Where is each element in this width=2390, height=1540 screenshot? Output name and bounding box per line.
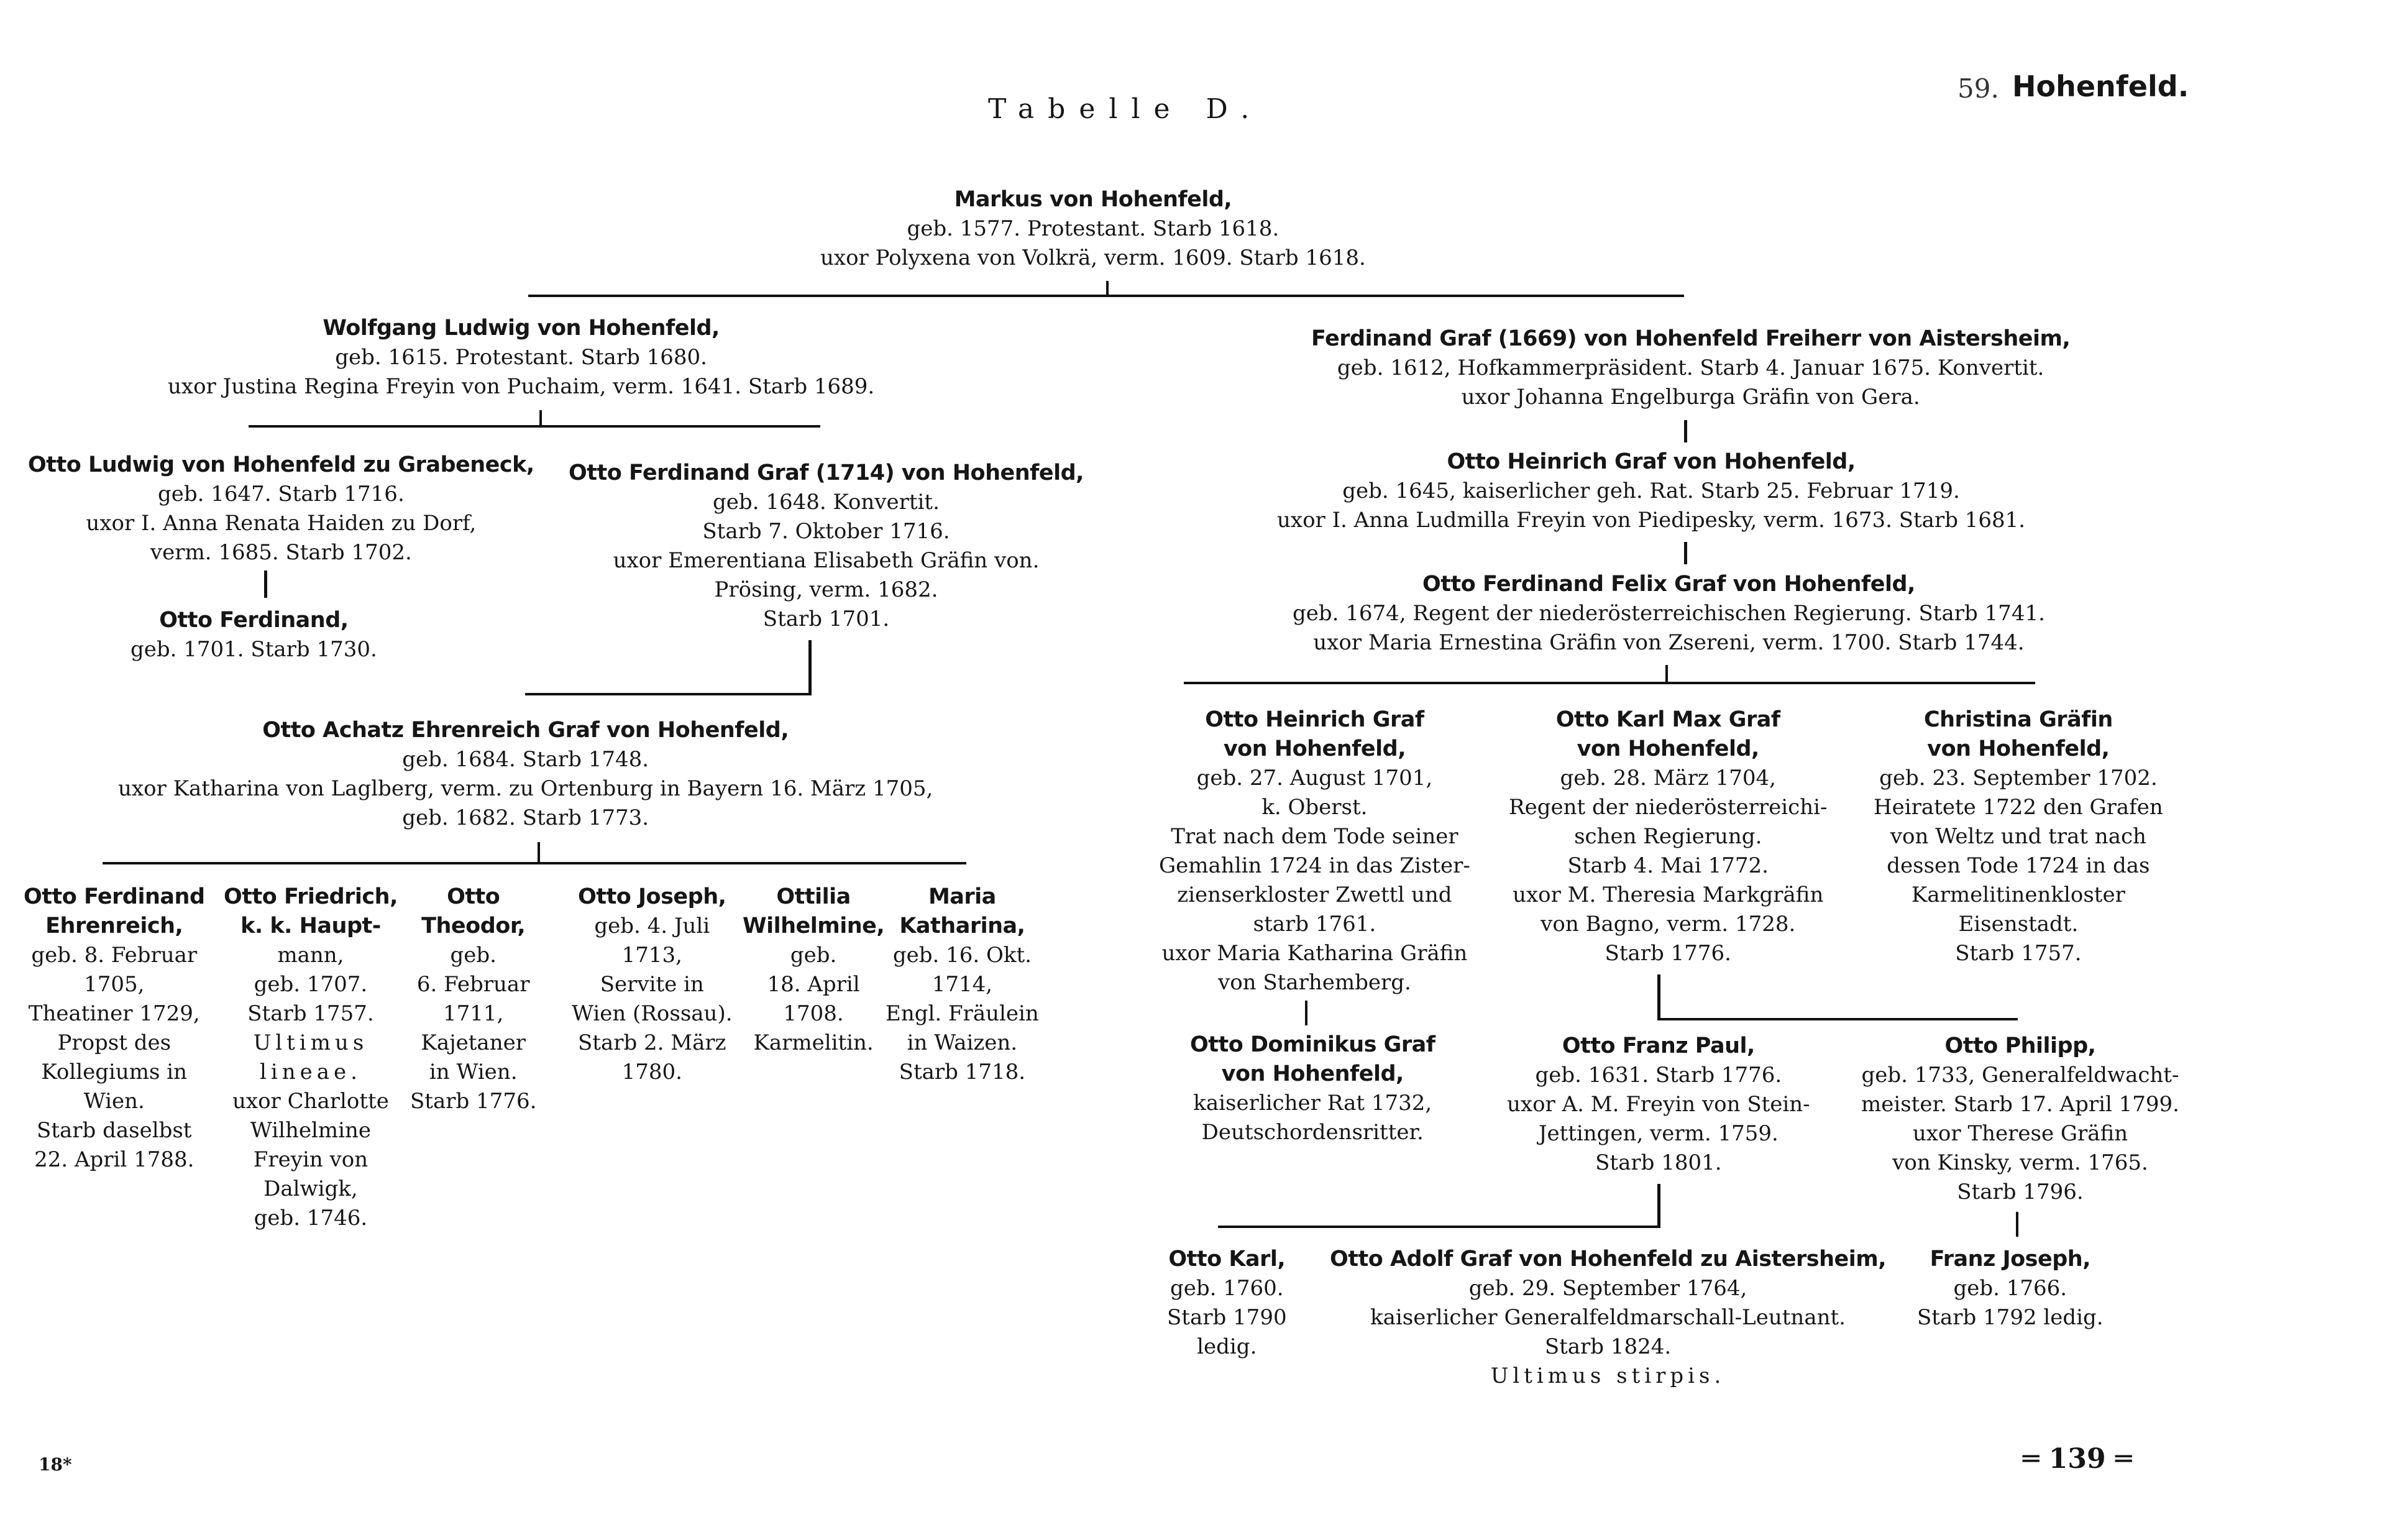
connector-line	[1106, 281, 1109, 296]
person-detail: geb. 28. März 1704,	[1560, 766, 1776, 791]
person-detail: Katharina,	[899, 914, 1025, 938]
person-detail: 6. Februar	[416, 972, 530, 997]
person-detail: geb. 1674, Regent der niederösterreichischen Regierung. Starb 1741.	[1293, 601, 2045, 626]
person-detail: Ehrenreich,	[45, 914, 183, 938]
person-detail: uxor A. M. Freyin von Stein-	[1507, 1092, 1810, 1117]
connector-line	[539, 410, 542, 426]
person-detail: geb. 1631. Starb 1776.	[1535, 1063, 1782, 1088]
person-detail: uxor Polyxena von Volkrä, verm. 1609. Starb 1618.	[820, 245, 1366, 270]
person-detail: uxor Maria Katharina Gräfin	[1161, 941, 1468, 966]
person-detail: kaiserlicher Generalfeldmarschall-Leutnant.	[1370, 1305, 1846, 1330]
person-name: Otto Adolf Graf von Hohenfeld zu Aistersheim,	[1330, 1247, 1887, 1272]
connector-line	[538, 842, 540, 863]
person-detail: Engl. Fräulein	[886, 1001, 1039, 1026]
person-detail: geb. 8. Februar	[31, 943, 198, 968]
person-detail: uxor I. Anna Renata Haiden zu Dorf,	[86, 511, 477, 536]
person-franz-joseph	[1917, 1245, 2104, 1332]
person-name: Markus von Hohenfeld,	[954, 187, 1232, 212]
person-otto-ferdinand-graf	[569, 459, 1084, 634]
person-detail: uxor Johanna Engelburga Gräfin von Gera.	[1461, 385, 1920, 410]
person-detail: uxor Maria Ernestina Gräfin von Zsereni, verm. 1700. Starb 1744.	[1313, 630, 2025, 655]
connector-line	[249, 425, 820, 428]
person-detail: Theatiner 1729,	[28, 1001, 200, 1026]
person-detail: uxor I. Anna Ludmilla Freyin von Piedipesky, verm. 1673. Starb 1681.	[1277, 508, 2026, 533]
person-detail: Servite in	[600, 972, 704, 997]
person-name: Maria	[928, 884, 996, 909]
table-title: Tabelle D.	[988, 93, 1263, 125]
person-detail: 22. April 1788.	[34, 1147, 195, 1172]
person-detail: starb 1761.	[1253, 912, 1376, 937]
person-otto-adolf	[1330, 1245, 1886, 1391]
person-detail: Wilhelmine	[250, 1118, 371, 1143]
person-detail: Starb 1718.	[899, 1060, 1026, 1084]
connector-line	[808, 640, 812, 695]
person-name: Otto Franz Paul,	[1562, 1034, 1755, 1058]
person-detail: uxor Katharina von Laglberg, verm. zu Ortenburg in Bayern 16. März 1705,	[118, 776, 933, 801]
person-detail: Trat nach dem Tode seiner	[1171, 824, 1458, 849]
person-detail: geb. 1707.	[254, 972, 368, 997]
family-name: Hohenfeld.	[2012, 70, 2189, 103]
person-detail: lineae.	[259, 1060, 362, 1084]
connector-line	[1665, 665, 1668, 682]
person-detail: Dalwigk,	[263, 1176, 358, 1201]
person-detail: Karmelitin.	[753, 1030, 874, 1055]
person-name: Otto Achatz Ehrenreich Graf von Hohenfeld,	[262, 718, 789, 743]
person-detail: Ultimus stirpis.	[1490, 1364, 1726, 1388]
person-detail: mann,	[277, 943, 344, 968]
person-detail: von Starhemberg.	[1217, 970, 1411, 995]
person-detail: geb. 1612, Hofkammerpräsident. Starb 4. Januar 1675. Konvertit.	[1337, 355, 2044, 380]
person-detail: geb. 1615. Protestant. Starb 1680.	[335, 345, 707, 370]
person-detail: von Hohenfeld,	[1223, 736, 1406, 761]
person-detail: dessen Tode 1724 in das	[1887, 853, 2150, 878]
person-detail: Starb 2. März	[577, 1030, 726, 1055]
person-detail: Starb 1776.	[1605, 941, 1731, 966]
connector-line	[1657, 1184, 1660, 1228]
person-detail: von Hohenfeld,	[1927, 736, 2110, 761]
person-name: Ottilia	[776, 884, 851, 909]
connector-line	[1657, 1018, 2018, 1020]
connector-line	[1684, 542, 1687, 564]
person-detail: Ultimus	[253, 1030, 369, 1055]
person-detail: k. k. Haupt-	[240, 914, 381, 938]
person-detail: von Hohenfeld,	[1221, 1061, 1404, 1086]
person-detail: Theodor,	[421, 914, 526, 938]
person-detail: Gemahlin 1724 in das Zister-	[1159, 853, 1470, 878]
connector-line	[2016, 1212, 2018, 1237]
person-name: Otto Heinrich Graf	[1205, 707, 1424, 732]
person-detail: geb. 1682. Starb 1773.	[402, 805, 649, 830]
person-name: Otto Ludwig von Hohenfeld zu Grabeneck,	[28, 452, 534, 477]
person-detail: 1714,	[932, 972, 993, 997]
person-name: Otto Ferdinand Graf (1714) von Hohenfeld,	[569, 461, 1084, 485]
person-detail: Regent der niederösterreichi-	[1509, 795, 1828, 820]
person-name: Otto Philipp,	[1944, 1034, 2096, 1058]
person-detail: geb. 1645, kaiserlicher geh. Rat. Starb 25. Februar 1719.	[1342, 479, 1960, 503]
person-otto-philipp	[1861, 1032, 2179, 1207]
person-detail: uxor Emerentiana Elisabeth Gräfin von.	[613, 548, 1040, 573]
person-detail: zienserkloster Zwettl und	[1177, 882, 1452, 907]
person-child-1	[24, 882, 205, 1175]
person-detail: Starb 1757.	[1955, 941, 2082, 966]
person-otto-karl	[1167, 1245, 1287, 1362]
person-detail: schen Regierung.	[1574, 824, 1762, 849]
connector-line	[1218, 1226, 1660, 1228]
person-detail: 18. April	[767, 972, 860, 997]
person-otto-ferdinand-son	[130, 606, 377, 664]
person-otto-ferdinand-felix	[1293, 570, 2045, 658]
person-wolfgang	[168, 314, 874, 401]
person-detail: von Bagno, verm. 1728.	[1541, 912, 1796, 937]
person-otto-dominikus	[1190, 1030, 1435, 1147]
person-detail: Heiratete 1722 den Grafen	[1874, 795, 2163, 820]
person-detail: Starb 1790	[1167, 1305, 1287, 1330]
person-name: Otto	[447, 884, 500, 909]
person-detail: meister. Starb 17. April 1799.	[1861, 1092, 2179, 1117]
person-detail: Prösing, verm. 1682.	[714, 577, 938, 602]
person-detail: geb. 16. Okt.	[892, 943, 1032, 968]
person-name: Ferdinand Graf (1669) von Hohenfeld Freiherr von Aistersheim,	[1311, 326, 2071, 351]
person-detail: Eisenstadt.	[1958, 912, 2079, 937]
person-child-4	[572, 882, 733, 1087]
person-detail: Starb 4. Mai 1772.	[1567, 853, 1769, 878]
person-ferdinand-graf	[1311, 324, 2070, 412]
person-detail: Freyin von	[253, 1147, 369, 1172]
person-detail: 1705,	[84, 972, 145, 997]
person-detail: Deutschordensritter.	[1201, 1120, 1424, 1145]
person-otto-heinrich-1701	[1159, 705, 1470, 997]
person-detail: 1708.	[783, 1001, 844, 1026]
person-name: Otto Ferdinand	[24, 884, 205, 909]
person-detail: Starb daselbst	[37, 1118, 192, 1143]
page-number: 59.	[1957, 73, 1999, 104]
person-detail: verm. 1685. Starb 1702.	[150, 540, 412, 565]
person-name: Otto Joseph,	[578, 884, 726, 909]
person-name: Otto Friedrich,	[224, 884, 398, 909]
person-otto-franz-paul	[1507, 1032, 1810, 1178]
footer-page-number: ═ 139 ═	[2023, 1443, 2132, 1475]
person-detail: 1711,	[443, 1001, 504, 1026]
person-detail: Kollegiums in	[41, 1060, 188, 1084]
person-detail: Starb 1824.	[1544, 1334, 1672, 1359]
person-name: Otto Karl Max Graf	[1555, 707, 1780, 732]
person-detail: geb. 29. September 1764,	[1468, 1276, 1747, 1301]
person-detail: Wilhelmine,	[743, 914, 885, 938]
person-detail: Starb 1701.	[762, 607, 890, 631]
person-detail: k. Oberst.	[1261, 795, 1368, 820]
person-name: Otto Ferdinand,	[159, 608, 349, 633]
connector-line	[103, 862, 966, 864]
person-detail: in Wien.	[429, 1060, 518, 1084]
person-child-2	[224, 882, 398, 1233]
person-detail: geb. 1577. Protestant. Starb 1618.	[907, 216, 1280, 241]
person-detail: Starb 1801.	[1595, 1150, 1722, 1175]
person-otto-heinrich-1645	[1277, 447, 2025, 535]
person-detail: uxor Justina Regina Freyin von Puchaim, verm. 1641. Starb 1689.	[168, 374, 875, 399]
person-name: Otto Dominikus Graf	[1190, 1032, 1435, 1057]
person-name: Otto Heinrich Graf von Hohenfeld,	[1447, 449, 1856, 474]
person-detail: geb.	[450, 943, 497, 968]
person-name: Franz Joseph,	[1930, 1247, 2091, 1272]
person-name: Otto Karl,	[1168, 1247, 1286, 1272]
person-detail: Kajetaner	[421, 1030, 526, 1055]
person-detail: 1780.	[621, 1060, 682, 1084]
person-detail: kaiserlicher Rat 1732,	[1193, 1091, 1432, 1116]
person-detail: geb. 1648. Konvertit.	[713, 490, 940, 515]
person-detail: Wien.	[83, 1089, 145, 1114]
connector-line	[1657, 974, 1660, 1020]
person-detail: geb. 27. August 1701,	[1196, 766, 1433, 791]
connector-line	[1684, 420, 1687, 442]
person-detail: Starb 1776.	[410, 1089, 537, 1114]
person-detail: Starb 1796.	[1957, 1180, 2084, 1204]
person-christina	[1874, 705, 2163, 968]
person-detail: geb. 1760.	[1170, 1276, 1284, 1301]
person-detail: Starb 1792 ledig.	[1917, 1305, 2104, 1330]
person-detail: geb. 4. Juli	[594, 914, 710, 938]
person-otto-ludwig	[28, 451, 534, 567]
person-markus	[820, 185, 1366, 273]
connector-line	[264, 571, 267, 598]
person-detail: geb. 1746.	[254, 1206, 368, 1231]
person-otto-karl-max	[1509, 705, 1827, 968]
person-detail: ledig.	[1197, 1334, 1257, 1359]
person-detail: uxor Charlotte	[232, 1089, 389, 1114]
person-name: Wolfgang Ludwig von Hohenfeld,	[323, 316, 720, 341]
person-detail: von Hohenfeld,	[1577, 736, 1759, 761]
person-detail: uxor Therese Gräfin	[1912, 1121, 2128, 1146]
person-detail: geb. 1766.	[1953, 1276, 2067, 1301]
person-child-5	[743, 882, 884, 1058]
person-detail: von Weltz und trat nach	[1890, 824, 2146, 849]
connector-line	[1184, 682, 2035, 684]
person-detail: geb.	[790, 943, 837, 968]
person-name: Otto Ferdinand Felix Graf von Hohenfeld,	[1422, 572, 1915, 597]
person-detail: in Waizen.	[907, 1030, 1018, 1055]
person-detail: 1713,	[621, 943, 682, 968]
person-detail: Karmelitinenkloster	[1911, 882, 2125, 907]
person-detail: Starb 7. Oktober 1716.	[702, 519, 950, 544]
person-detail: geb. 1701. Starb 1730.	[130, 637, 377, 662]
person-detail: Jettingen, verm. 1759.	[1538, 1121, 1779, 1146]
person-detail: Propst des	[57, 1030, 172, 1055]
person-detail: von Kinsky, verm. 1765.	[1892, 1150, 2148, 1175]
connector-line	[1305, 1001, 1307, 1025]
person-detail: geb. 23. September 1702.	[1879, 766, 2158, 791]
person-detail: geb. 1684. Starb 1748.	[402, 747, 649, 772]
person-detail: Starb 1757.	[247, 1001, 374, 1026]
person-name: Christina Gräfin	[1923, 707, 2113, 732]
person-detail: geb. 1733, Generalfeldwacht-	[1861, 1063, 2179, 1088]
person-detail: uxor M. Theresia Markgräfin	[1513, 882, 1824, 907]
person-child-3	[410, 882, 536, 1116]
person-detail: Wien (Rossau).	[572, 1001, 733, 1026]
signature-mark: 18*	[39, 1454, 72, 1475]
person-otto-achatz	[118, 716, 933, 833]
person-detail: geb. 1647. Starb 1716.	[157, 482, 405, 506]
connector-line	[525, 693, 811, 695]
person-child-6	[886, 882, 1039, 1087]
